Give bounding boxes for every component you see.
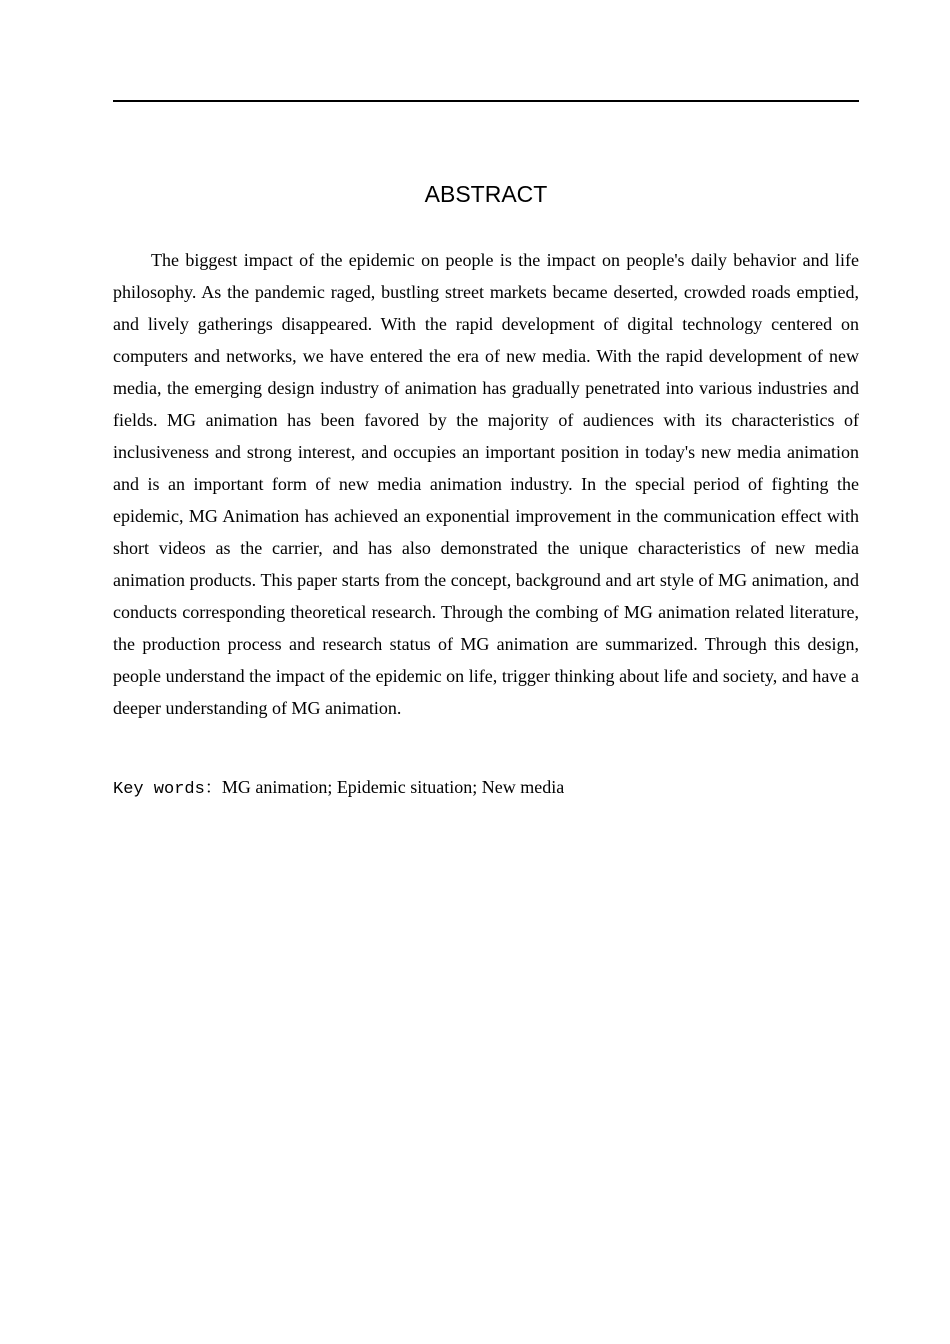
keywords-line	[113, 771, 859, 806]
abstract-paragraph: The biggest impact of the epidemic on people is the impact on people's daily behavior and life philosophy. As the pandemic raged, bustling street markets became deserted, crowded roads emptied, and lively gatherings disappeared. With the rapid development of digital technology centered on computers and networks, we have entered the era of new media. With the rapid development of new media, the emerging design industry of animation has gradually penetrated into various industries and fields. MG animation has been favored by the majority of audiences with its characteristics of inclusiveness and strong interest, and occupies an important position in today's new media animation and is an important form of new media animation industry. In the special period of fighting the epidemic, MG Animation has achieved an exponential improvement in the communication effect with short videos as the carrier, and has also demonstrated the unique characteristics of new media animation products. This paper starts from the concept, background and art style of MG animation, and conducts corresponding theoretical research. Through the combing of MG animation related literature, the production process and research status of MG animation are summarized. Through this design, people understand the impact of the epidemic on life, trigger thinking about life and society, and have a deeper understanding of MG animation.	[113, 250, 859, 718]
keywords-label: Key words：	[113, 780, 222, 799]
page-title: ABSTRACT	[424, 181, 548, 207]
header-divider	[113, 100, 859, 102]
keywords-value: MG animation; Epidemic situation; New media	[221, 777, 565, 797]
